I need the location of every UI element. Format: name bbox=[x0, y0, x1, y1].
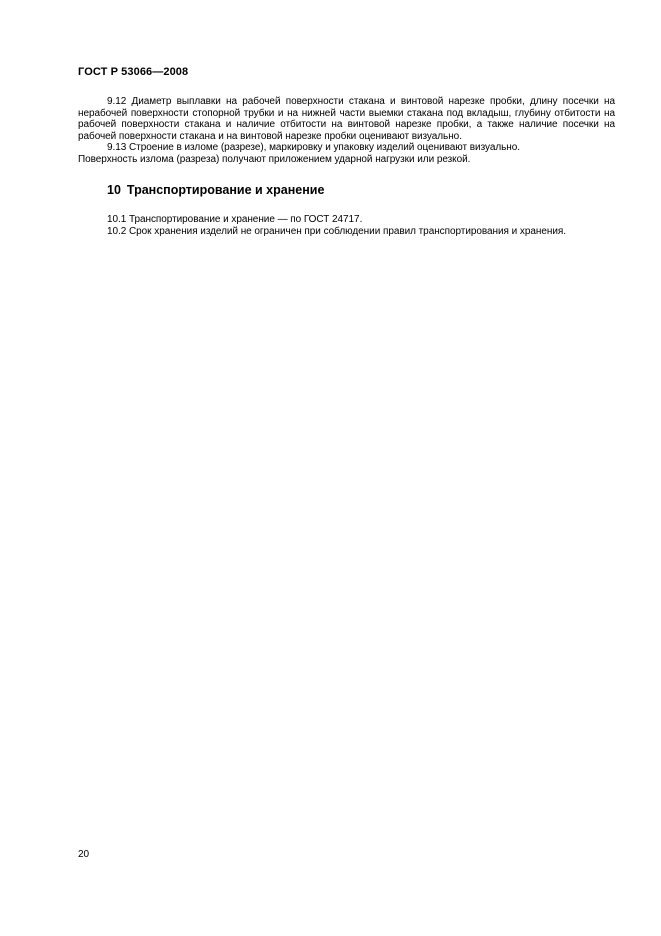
paragraph-9-13-continuation: Поверхность излома (разреза) получают приложением ударной нагрузки или резкой. bbox=[78, 153, 471, 165]
paragraph-9-13: 9.13 Строение в изломе (разрезе), маркировку и упаковку изделий оценивают визуально. bbox=[107, 142, 521, 154]
section-10-text bbox=[78, 214, 615, 237]
section-10-heading bbox=[107, 183, 324, 197]
section-10-title: Транспортирование и хранение bbox=[126, 183, 325, 197]
paragraph-10-2: 10.2 Срок хранения изделий не ограничен при соблюдении правил транспортирования и хранения. bbox=[107, 225, 566, 237]
paragraph-9-12: 9.12 Диаметр выплавки на рабочей поверхности стакана и винтовой нарезке пробки, длину посечки на нерабочей поверхности стопорной трубки и на нижней части выемки стакана под вкладыш, глубину отбитости на рабочей поверхности стакана и наличие отбитости на винтовой нарезке пробки, а также наличие посечки на рабочей поверхности стакана и на винтовой нарезке пробки оценивают визуально. bbox=[78, 96, 615, 142]
document-header: ГОСТ Р 53066—2008 bbox=[78, 66, 189, 78]
section-10-number: 10 bbox=[107, 183, 121, 197]
page-number: 20 bbox=[78, 849, 90, 860]
paragraph-10-1: 10.1 Транспортирование и хранение — по ГОСТ 24717. bbox=[107, 214, 363, 225]
section-9-text bbox=[78, 96, 615, 166]
